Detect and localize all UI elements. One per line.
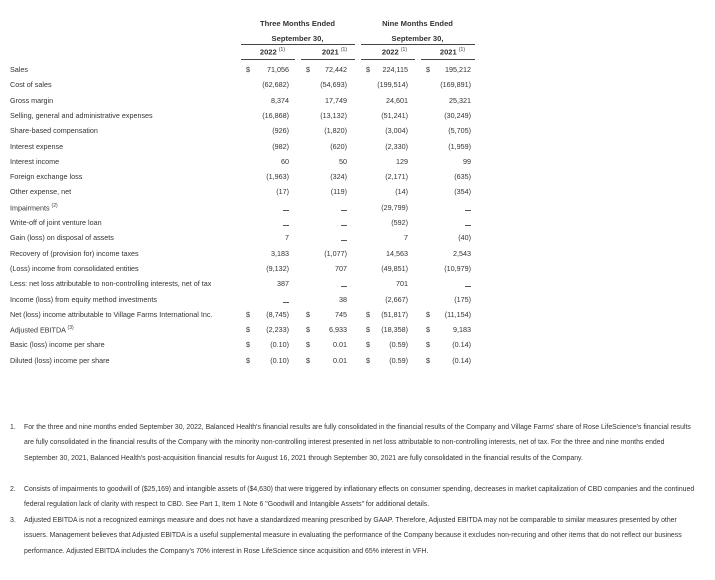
year-underline-2 [301, 59, 355, 60]
table-row [0, 96, 715, 111]
row-label-text: Net (loss) income attributable to Village Farms International Inc. [10, 309, 213, 319]
row-label-text: Less: net loss attributable to non-controlling interests, net of tax [10, 279, 212, 289]
year-note: (1) [458, 47, 465, 53]
row-label-text: Income (loss) from equity method investments [10, 294, 157, 304]
cell-value: (9,132) [266, 263, 289, 273]
row-label-text: (Loss) income from consolidated entities [10, 263, 139, 273]
currency-symbol: $ [246, 309, 250, 319]
cell-value: (18,358) [381, 325, 408, 335]
year-label: 2021 [439, 47, 457, 57]
table-row [0, 325, 715, 340]
cell-value: (635) [454, 172, 471, 182]
three-months-header [240, 16, 355, 46]
cell-value: (13,132) [320, 110, 347, 120]
table-row [0, 142, 715, 157]
row-label-text: Foreign exchange loss [10, 172, 83, 182]
nil-dash [283, 302, 289, 303]
year-underline-3 [361, 59, 415, 60]
cell-value: (49,851) [381, 263, 408, 273]
cell-value: (14) [395, 187, 408, 197]
row-label [10, 111, 153, 120]
row-label-text: Cost of sales [10, 80, 52, 90]
row-label [10, 142, 63, 151]
currency-symbol: $ [306, 309, 310, 319]
row-label [10, 264, 139, 273]
row-label [10, 126, 98, 135]
row-label-text: Gross margin [10, 95, 54, 105]
table-row [0, 218, 715, 233]
nine-months-header-line1: Nine Months Ended [382, 19, 453, 28]
currency-symbol: $ [366, 340, 370, 350]
cell-value: (620) [330, 141, 347, 151]
table-row [0, 203, 715, 218]
three-months-header-line1: Three Months Ended [259, 19, 336, 28]
row-label [10, 249, 139, 258]
row-label [10, 172, 82, 181]
row-label [10, 203, 58, 212]
row-label-text: Adjusted EBITDA [10, 325, 66, 335]
cell-value: (16,868) [262, 110, 289, 120]
table-row [0, 187, 715, 202]
cell-value: (10,979) [444, 263, 471, 273]
cell-value: (2,330) [385, 141, 408, 151]
row-label-text: Recovery of (provision for) income taxes [10, 248, 139, 258]
nil-dash [341, 286, 347, 287]
cell-value: 745 [335, 309, 347, 319]
year-header-3m-2022 [245, 47, 285, 57]
footnote-3 [10, 513, 700, 559]
currency-symbol: $ [246, 325, 250, 335]
cell-value: 8,374 [271, 95, 289, 105]
table-row [0, 340, 715, 355]
cell-value: (2,233) [266, 325, 289, 335]
cell-value: 9,183 [453, 325, 471, 335]
table-row [0, 172, 715, 187]
row-label-text: Diluted (loss) income per share [10, 355, 110, 365]
cell-value: 2,543 [453, 248, 471, 258]
row-label-text: Gain (loss) on disposal of assets [10, 233, 114, 243]
cell-value: (29,799) [381, 202, 408, 212]
row-label-text: Interest income [10, 156, 60, 166]
cell-value: 129 [396, 156, 408, 166]
cell-value: (40) [458, 233, 471, 243]
cell-value: (354) [454, 187, 471, 197]
year-label: 2021 [321, 47, 339, 57]
year-header-9m-2022 [365, 47, 407, 57]
cell-value: 195,212 [445, 65, 471, 74]
row-label [10, 96, 53, 105]
cell-value: 3,183 [271, 248, 289, 258]
cell-value: (0.10) [270, 355, 289, 365]
footnote-number: 2. [10, 486, 16, 493]
year-note: (1) [278, 47, 285, 53]
cell-value: (1,077) [324, 248, 347, 258]
table-row [0, 65, 715, 80]
currency-symbol: $ [366, 309, 370, 319]
row-label-text: Selling, general and administrative expenses [10, 110, 153, 120]
row-label [10, 187, 71, 196]
three-months-header-line2: September 30, [271, 34, 324, 43]
cell-value: (0.10) [270, 340, 289, 350]
year-note: (1) [400, 47, 407, 53]
year-underline-4 [421, 59, 475, 60]
cell-value: (5,705) [448, 126, 471, 136]
table-row [0, 157, 715, 172]
year-header-9m-2021 [425, 47, 465, 57]
nil-dash [341, 240, 347, 241]
footnote-number: 3. [10, 517, 16, 524]
three-months-underline [241, 44, 355, 45]
footnote-text: Adjusted EBITDA is not a recognized earnings measure and does not have a standardized meaning prescribed by GAAP. Therefore, Adjusted EBITDA may not be comparable to similar measures presented by other issuers. Management believes that Adjusted EBITDA is a useful supplemental measure in evaluating the performance of the Company because it excludes non-recuring and other items that do not reflect our business performance. Adjusted EBITDA includes the Company's 70% interest in Rose LifeScience since acquisition and 65% interest in VFH. [24, 517, 682, 555]
nil-dash [465, 210, 471, 211]
cell-value: (324) [330, 172, 347, 182]
cell-value: 60 [281, 156, 289, 166]
footnote-1 [10, 420, 700, 482]
nine-months-underline [361, 44, 475, 45]
table-row [0, 126, 715, 141]
cell-value: 50 [339, 156, 347, 166]
row-label-text: Sales [10, 65, 28, 74]
cell-value: 387 [277, 279, 289, 289]
currency-symbol: $ [246, 355, 250, 365]
cell-value: 99 [463, 156, 471, 166]
footnote-text: For the three and nine months ended September 30, 2022, Balanced Health's financial results are fully consolidated in the financial results of the Company and Village Farms' share of Rose LifeScience's financial results are fully consolidated in the financial results of the Company with the minority non-controlling interest presented in net loss attributable to non-controlling interests, net of tax. For the three and nine months ended September 30, 2021, Balanced Health's post-acquisition financial results for August 16, 2021 through September 30, 2021 are fully consolidated in the financial results of the Company. [24, 424, 691, 462]
year-label: 2022 [381, 47, 399, 57]
cell-value: 7 [285, 233, 289, 243]
nil-dash [283, 225, 289, 226]
table-row [0, 295, 715, 310]
row-label [10, 295, 157, 304]
row-label [10, 325, 74, 334]
table-row [0, 111, 715, 126]
cell-value: (1,820) [324, 126, 347, 136]
cell-value: 707 [335, 263, 347, 273]
cell-value: (199,514) [377, 80, 408, 90]
cell-value: (11,154) [444, 309, 471, 319]
cell-value: (0.59) [389, 340, 408, 350]
cell-value: 224,115 [382, 65, 408, 74]
row-label-text: Interest expense [10, 141, 64, 151]
currency-symbol: $ [426, 340, 430, 350]
table-row [0, 233, 715, 248]
cell-value: (17) [276, 187, 289, 197]
cell-value: (119) [330, 187, 347, 197]
table-row [0, 249, 715, 264]
cell-value: (30,249) [444, 110, 471, 120]
currency-symbol: $ [426, 65, 430, 74]
year-header-3m-2021 [305, 47, 347, 57]
year-label: 2022 [259, 47, 277, 57]
year-note: (1) [340, 47, 347, 53]
nine-months-header [360, 16, 475, 46]
cell-value: (169,891) [440, 80, 471, 90]
cell-value: 17,749 [325, 95, 347, 105]
row-footnote-ref: (2) [51, 202, 58, 209]
cell-value: 14,563 [386, 248, 408, 258]
year-underline-1 [241, 59, 295, 60]
row-footnote-ref: (3) [67, 325, 74, 332]
row-label-text: Impairments [10, 203, 50, 213]
cell-value: (51,817) [381, 309, 408, 319]
row-label-text: Basic (loss) income per share [10, 340, 105, 350]
currency-symbol: $ [246, 65, 250, 74]
cell-value: 24,601 [386, 95, 408, 105]
row-label [10, 279, 211, 288]
cell-value: 0.01 [333, 355, 347, 365]
row-label-text: Write-off of joint venture loan [10, 218, 102, 227]
cell-value: 72,442 [325, 65, 347, 74]
row-label-text: Other expense, net [10, 187, 72, 197]
footnote-2 [10, 482, 700, 513]
row-label [10, 233, 114, 242]
cell-value: (51,241) [381, 110, 408, 120]
cell-value: 71,056 [267, 65, 289, 74]
currency-symbol: $ [426, 325, 430, 335]
table-row [0, 279, 715, 294]
row-label-text: Share-based compensation [10, 126, 98, 136]
cell-value: (0.14) [452, 340, 471, 350]
nil-dash [283, 210, 289, 211]
currency-symbol: $ [306, 325, 310, 335]
currency-symbol: $ [366, 65, 370, 74]
cell-value: (1,963) [266, 172, 289, 182]
currency-symbol: $ [426, 309, 430, 319]
nil-dash [465, 286, 471, 287]
cell-value: (592) [391, 218, 408, 227]
currency-symbol: $ [366, 355, 370, 365]
table-row [0, 310, 715, 325]
row-label [10, 80, 52, 89]
footnote-text: Consists of impairments to goodwill of ($25,169) and intangible assets of ($4,630) that were triggered by inflationary effects on consumer spending, decreases in market capitalization of CBD companies and the continued federal regulation lack of clarity with respect to CBD. See Part 1, Item 1 Note 6 "Goodwill and Intangible Assets" for additional details. [24, 486, 695, 509]
cell-value: (8,745) [266, 309, 289, 319]
row-label [10, 65, 28, 74]
currency-symbol: $ [426, 355, 430, 365]
row-label [10, 310, 212, 319]
table-row [0, 356, 715, 371]
cell-value: (175) [454, 294, 471, 304]
footnote-number: 1. [10, 424, 16, 431]
cell-value: (926) [272, 126, 289, 136]
currency-symbol: $ [246, 340, 250, 350]
nine-months-header-line2: September 30, [391, 34, 444, 43]
row-label [10, 218, 102, 227]
cell-value: (1,959) [448, 141, 471, 151]
cell-value: 25,321 [449, 95, 471, 105]
row-label [10, 157, 59, 166]
cell-value: (62,682) [262, 80, 289, 90]
currency-symbol: $ [306, 65, 310, 74]
row-label [10, 340, 105, 349]
currency-symbol: $ [366, 325, 370, 335]
nil-dash [465, 225, 471, 226]
currency-symbol: $ [306, 355, 310, 365]
cell-value: (54,693) [320, 80, 347, 90]
currency-symbol: $ [306, 340, 310, 350]
cell-value: (0.14) [452, 355, 471, 365]
cell-value: (982) [272, 141, 289, 151]
nil-dash [341, 210, 347, 211]
cell-value: 38 [339, 294, 347, 304]
nil-dash [341, 225, 347, 226]
row-label [10, 356, 109, 365]
footnotes [10, 420, 700, 559]
cell-value: 0.01 [333, 340, 347, 350]
cell-value: 701 [396, 279, 408, 289]
cell-value: (2,667) [385, 294, 408, 304]
table-row [0, 264, 715, 279]
table-row [0, 80, 715, 95]
cell-value: (0.59) [389, 355, 408, 365]
cell-value: (2,171) [385, 172, 408, 182]
cell-value: 7 [404, 233, 408, 243]
cell-value: (3,004) [385, 126, 408, 136]
cell-value: 6,933 [329, 325, 347, 335]
